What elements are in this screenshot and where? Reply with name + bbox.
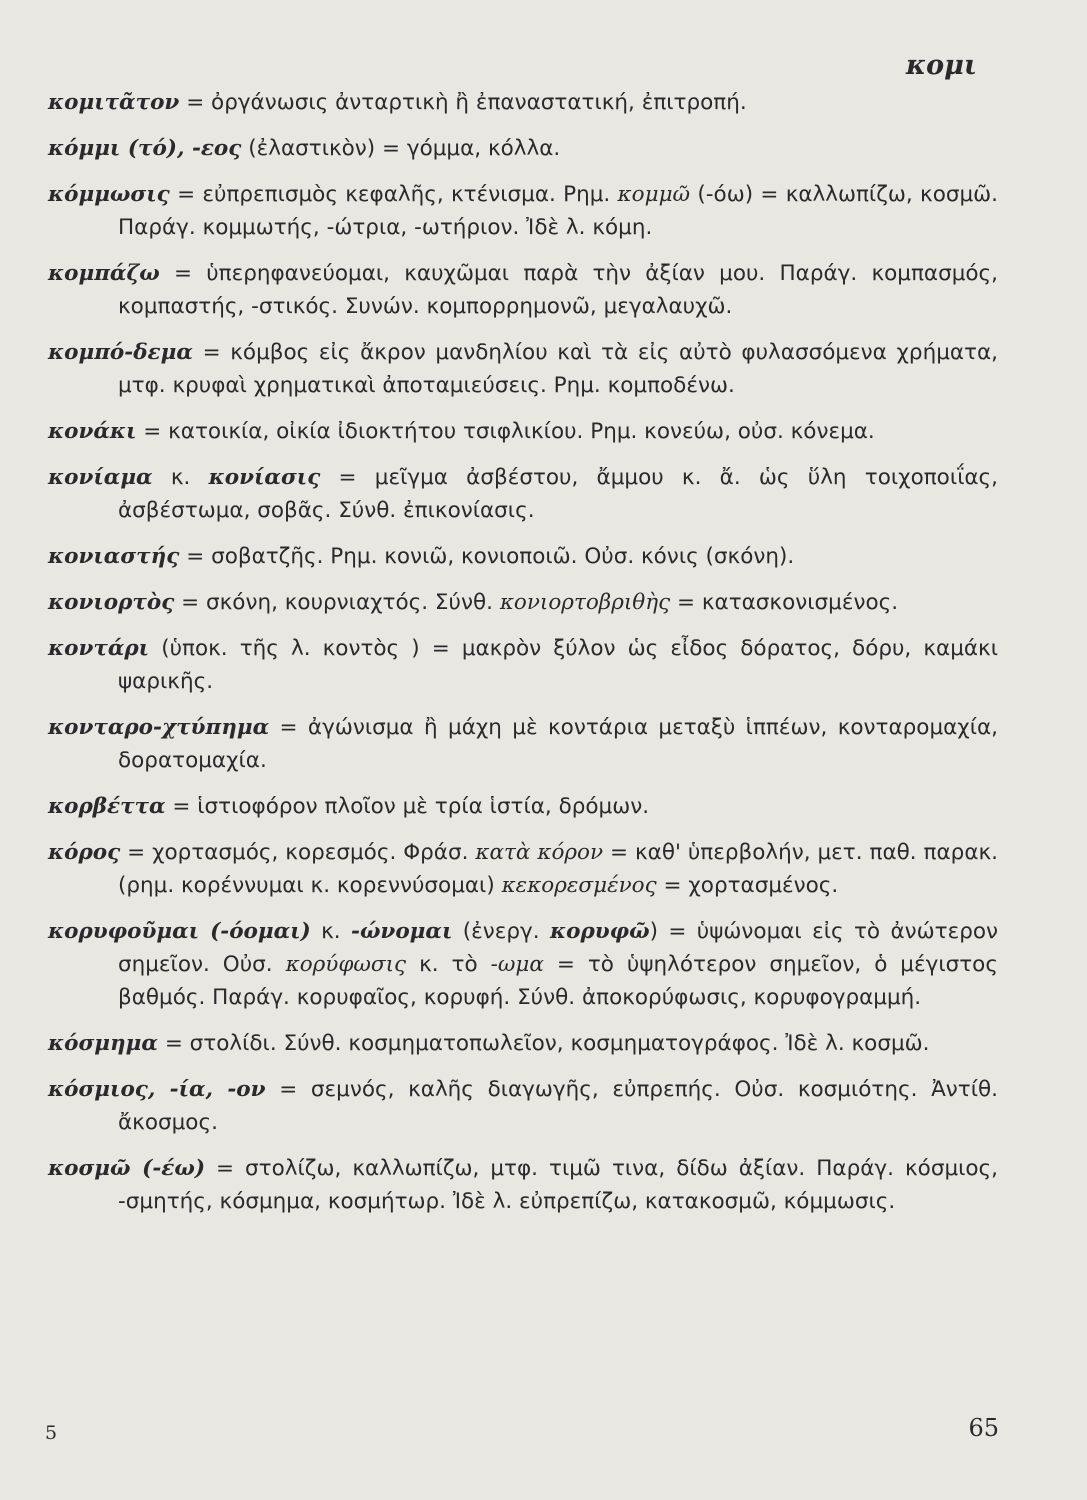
- definition: (ὑποκ. τῆς λ. κοντὸς ) = μακρὸν ξύλον ὡς εἶδος δόρατος, δόρυ, καμάκι ψαρικῆς.: [118, 636, 998, 694]
- definition: = στολίδι. Σύνθ. κοσμηματοπωλεῖον, κοσμηματογράφος. Ἰδὲ λ. κοσμῶ.: [164, 1031, 930, 1056]
- definition: = χορτασμός, κορεσμός. Φράσ.: [127, 840, 469, 865]
- definition: = στολίζω, καλλωπίζω, μτφ. τιμῶ τινα, δίδω ἀξίαν. Παράγ. κόσμιος, -σμητής, κόσμημα, κοσμήτωρ. Ἰδὲ λ. εὐπρεπίζω, κατακοσμῶ, κόμμωσις.: [118, 1156, 999, 1214]
- entry-koryfoumai: [48, 915, 998, 1014]
- definition: = μεῖγμα ἀσβέστου, ἄμμου κ. ἄ. ὡς ὕλη τοιχοποιΐας, ἀσβέστωμα, σοβᾶς. Σύνθ. ἐπικονίασις.: [118, 465, 999, 523]
- italic-term: κατὰ κόρον: [475, 840, 604, 865]
- definition: = κατασκονισμένος.: [677, 590, 899, 615]
- italic-term: κονιορτοβριθὴς: [499, 590, 671, 615]
- headword: κονιαστής: [48, 544, 180, 569]
- running-head: κομι: [905, 50, 977, 81]
- entry-koros: [48, 836, 998, 902]
- definition: = σκόνη, κουρνιαχτός. Σύνθ.: [181, 590, 493, 615]
- definition: (ἐλαστικὸν) = γόμμα, κόλλα.: [248, 136, 561, 161]
- definition: = κατοικία, οἰκία ἰδιοκτήτου τσιφλικίου. Ρημ. κονεύω, οὐσ. κόνεμα.: [143, 419, 875, 444]
- definition: = καθ' ὑπερβολήν, μετ. παθ. παρακ. (ρημ. κορέννυμαι κ. κορεννύσομαι): [118, 840, 998, 898]
- headword: κομιτᾶτον: [48, 90, 180, 115]
- entry-kosmo: [48, 1152, 998, 1218]
- entry-kontaro-chtypima: [48, 711, 998, 777]
- headword: κόσμημα: [48, 1031, 158, 1056]
- italic-term: κομμῶ: [617, 182, 691, 207]
- entry-list: [48, 86, 998, 1231]
- entry-kosmios: [48, 1073, 998, 1139]
- headword: κόσμιος, -ία, -ον: [48, 1077, 266, 1102]
- definition: (-όω) = καλλωπίζω, κοσμῶ. Παράγ. κομμωτής, -ώτρια, -ωτήριον. Ἰδὲ λ. κόμη.: [118, 182, 999, 240]
- entry-kompazo: [48, 257, 998, 323]
- headword: κονταρο-χτύπημα: [48, 715, 270, 740]
- headword: κονάκι: [48, 419, 137, 444]
- definition: = τὸ ὑψηλότερον σημεῖον, ὁ μέγιστος βαθμός. Παράγ. κορυφαῖος, κορυφή. Σύνθ. ἀποκορύφωσις, κορυφογραμμή.: [118, 952, 998, 1010]
- headword: κόρος: [48, 840, 121, 865]
- headword-variant: κορυφῶ: [550, 919, 650, 944]
- entry-koniastis: [48, 540, 998, 573]
- headword: κόμμι (τό), -εος: [48, 136, 242, 161]
- entry-konaki: [48, 415, 998, 448]
- definition: ) = ὑψώνομαι εἰς τὸ ἀνώτερον σημεῖον. Οὐσ.: [118, 919, 999, 977]
- entry-komitaton: [48, 86, 998, 119]
- entry-kontari: [48, 632, 998, 698]
- headword: κομπάζω: [48, 261, 160, 286]
- definition: κ.: [170, 465, 191, 490]
- italic-term: κορύφωσις: [285, 952, 407, 977]
- page-number: 65: [968, 1414, 999, 1442]
- headword-variant: -ώνομαι: [351, 919, 453, 944]
- entry-korvetta: [48, 790, 998, 823]
- headword: κόμμωσις: [48, 182, 170, 207]
- entry-kosmima: [48, 1027, 998, 1060]
- headword: κορβέττα: [48, 794, 166, 819]
- headword: κοσμῶ (-έω): [48, 1156, 205, 1181]
- definition: = ἱστιοφόρον πλοῖον μὲ τρία ἱστία, δρόμων.: [172, 794, 650, 819]
- definition: = εὐπρεπισμὸς κεφαλῆς, κτένισμα. Ρημ.: [177, 182, 611, 207]
- entry-kommosis: [48, 178, 998, 244]
- definition: = ὑπερηφανεύομαι, καυχῶμαι παρὰ τὴν ἀξίαν μου. Παράγ. κομπασμός, κομπαστής, -στικός. Συνών. κομπορρημονῶ, μεγαλαυχῶ.: [118, 261, 998, 319]
- definition: κ.: [321, 919, 341, 944]
- definition: = σεμνός, καλῆς διαγωγῆς, εὐπρεπής. Οὐσ. κοσμιότης. Ἀντίθ. ἄκοσμος.: [118, 1077, 998, 1135]
- headword-variant: κονίασις: [208, 465, 321, 490]
- entry-koniortos: [48, 586, 998, 619]
- headword: κορυφοῦμαι (-όομαι): [48, 919, 311, 944]
- definition: (ἐνεργ.: [462, 919, 540, 944]
- italic-term: -ωμα: [490, 952, 544, 977]
- headword: κομπό-δεμα: [48, 340, 193, 365]
- entry-kommi: [48, 132, 998, 165]
- definition: = χορτασμένος.: [663, 873, 839, 898]
- headword: κοντάρι: [48, 636, 150, 661]
- definition: = ὀργάνωσις ἀνταρτικὴ ἢ ἐπαναστατική, ἐπιτροπή.: [186, 90, 747, 115]
- signature-mark: 5: [45, 1422, 58, 1444]
- definition: = κόμβος εἰς ἄκρον μανδηλίου καὶ τὰ εἰς αὐτὸ φυλασσόμενα χρήματα, μτφ. κρυφαὶ χρηματικαὶ ἀποταμιεύσεις. Ρημ. κομποδένω.: [118, 340, 998, 398]
- italic-term: κεκορεσμένος: [501, 873, 657, 898]
- entry-kompodema: [48, 336, 998, 402]
- headword: κονιορτὸς: [48, 590, 175, 615]
- definition: κ. τὸ: [419, 952, 478, 977]
- definition: = σοβατζῆς. Ρημ. κονιῶ, κονιοποιῶ. Οὐσ. κόνις (σκόνη).: [186, 544, 795, 569]
- definition: = ἀγώνισμα ἢ μάχη μὲ κοντάρια μεταξὺ ἱππέων, κονταρομαχία, δορατομαχία.: [118, 715, 998, 773]
- headword: κονίαμα: [48, 465, 153, 490]
- entry-koniama: [48, 461, 998, 527]
